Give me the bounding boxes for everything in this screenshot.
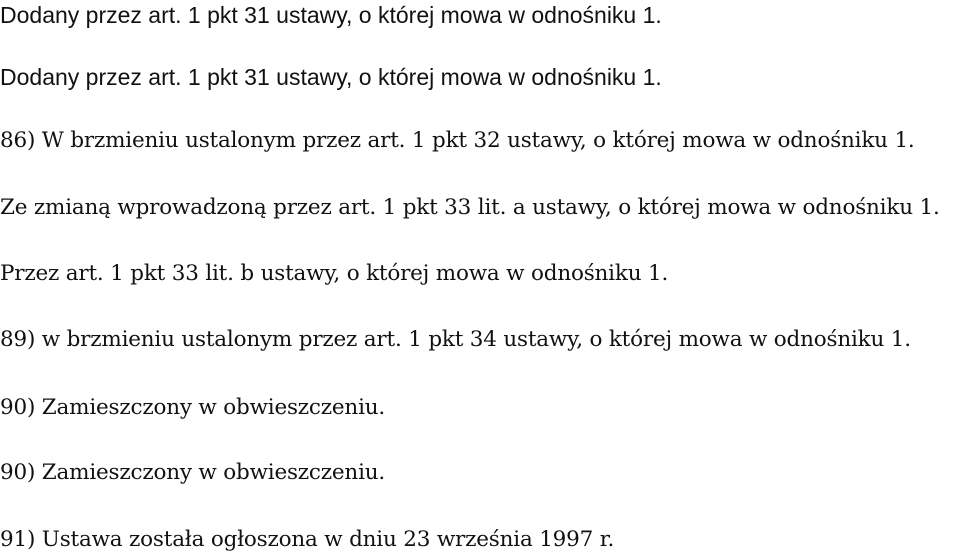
footnote-line: 91) Ustawa została ogłoszona w dniu 23 września 1997 r.: [0, 527, 615, 552]
footnote-line: Dodany przez art. 1 pkt 31 ustawy, o której mowa w odnośniku 1.: [0, 64, 662, 90]
footnote-line: Dodany przez art. 1 pkt 31 ustawy, o której mowa w odnośniku 1.: [0, 2, 662, 28]
footnote-line: Ze zmianą wprowadzoną przez art. 1 pkt 33 lit. a ustawy, o której mowa w odnośniku 1.: [0, 195, 940, 220]
footnote-line: Przez art. 1 pkt 33 lit. b ustawy, o której mowa w odnośniku 1.: [0, 261, 669, 286]
footnote-line: 86) W brzmieniu ustalonym przez art. 1 pkt 32 ustawy, o której mowa w odnośniku 1.: [0, 128, 915, 153]
footnote-line: 90) Zamieszczony w obwieszczeniu.: [0, 395, 386, 420]
footnote-line: 89) w brzmieniu ustalonym przez art. 1 pkt 34 ustawy, o której mowa w odnośniku 1.: [0, 327, 911, 352]
footnote-line: 90) Zamieszczony w obwieszczeniu.: [0, 460, 386, 485]
